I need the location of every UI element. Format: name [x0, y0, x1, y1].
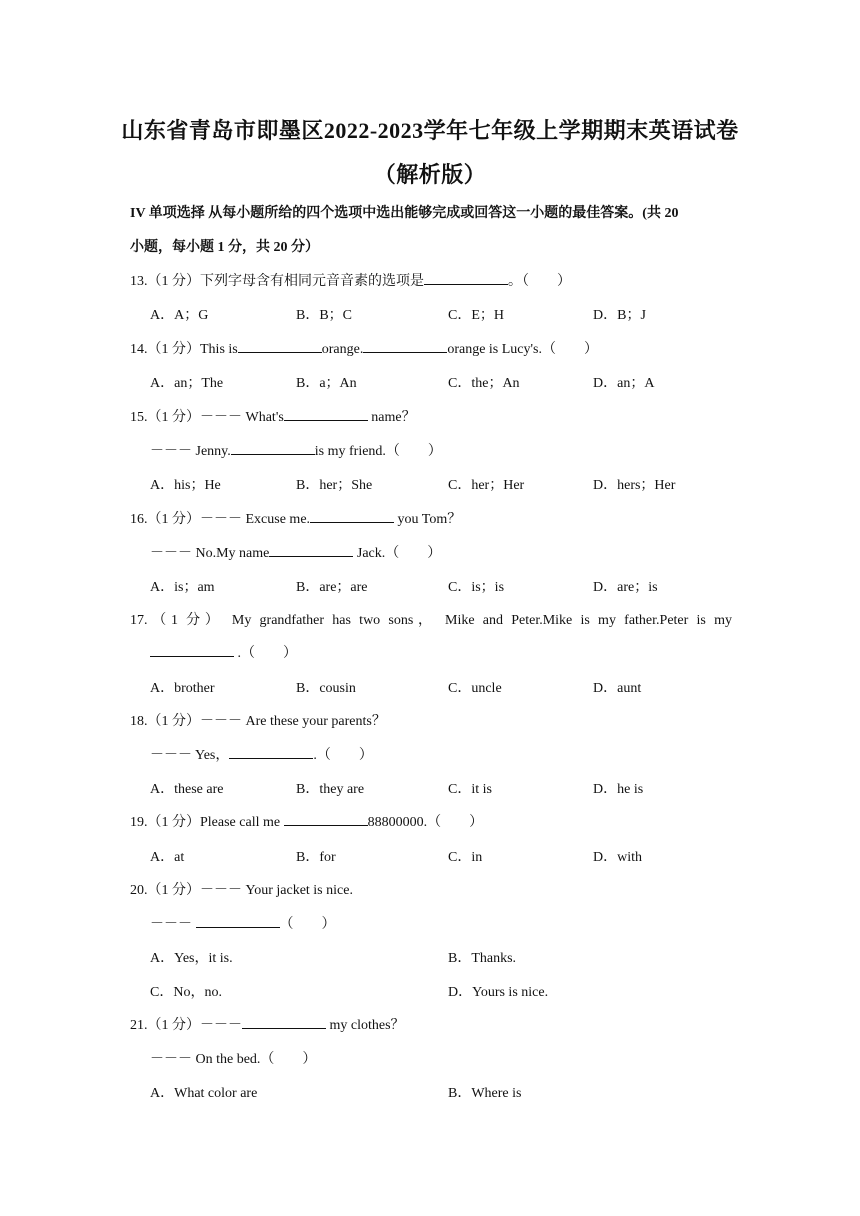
q18-option-d: D．he is: [593, 782, 644, 797]
q18-option-c: C．it is: [448, 782, 492, 797]
q19-option-a: A．at: [150, 850, 185, 865]
q19-option-b: B．for: [296, 850, 336, 865]
question-16-stem: 16.（1 分）－－－ Excuse me.: [130, 512, 311, 527]
question-18: 18.（1 分）－－－ Are these your parents？: [130, 714, 386, 729]
question-16-stem-end: you Tom？: [394, 512, 462, 527]
question-20-reply: [150, 913, 336, 933]
exam-subtitle: （解析版）: [373, 162, 487, 187]
q18-option-a: A．these are: [150, 782, 224, 797]
question-13-stem: 13.（1 分）下列字母含有相同元音音素的选项是: [130, 274, 424, 289]
question-14-stem-mid: orange.: [321, 342, 364, 357]
q13-option-d: D．B；J: [593, 308, 646, 323]
q16-option-b: B．are；are: [296, 580, 368, 595]
answer-blank: [196, 915, 280, 928]
question-17-paren: .（ ）: [234, 646, 297, 661]
question-18-reply-end: .（ ）: [313, 748, 373, 763]
question-16-reply-end: Jack.（ ）: [353, 546, 442, 561]
question-21-stem-end: my clothes？: [326, 1018, 405, 1033]
answer-blank: [238, 340, 322, 353]
q14-option-d: D．an；A: [593, 376, 655, 391]
question-14-stem: 14.（1 分）This is: [130, 342, 238, 357]
question-15-stem: 15.（1 分）－－－ What's: [130, 410, 284, 425]
answer-blank: [363, 340, 447, 353]
q14-option-c: C．the；An: [448, 376, 520, 391]
q14-option-a: A．an；The: [150, 376, 224, 391]
section-instruction-cont: 小题，每小题 1 分，共 20 分）: [130, 240, 319, 255]
question-21-reply: －－－ On the bed.（ ）: [150, 1052, 317, 1067]
q16-option-d: D．are；is: [593, 580, 658, 595]
q21-option-a: A．What color are: [150, 1086, 258, 1101]
question-18-reply-start: －－－ Yes，: [150, 748, 230, 763]
question-14: [130, 338, 598, 358]
question-17-cont: [150, 642, 297, 662]
question-20-reply-start: －－－: [150, 917, 196, 932]
question-17: 17.（1 分） My grandfather has two sons， Mike and Peter.Mike is my father.Peter is my: [130, 613, 732, 628]
q19-option-c: C．in: [448, 850, 483, 865]
answer-blank: [242, 1016, 326, 1029]
question-16-reply: [150, 542, 441, 562]
question-19: [130, 811, 483, 831]
q17-option-c: C．uncle: [448, 681, 502, 696]
q16-option-a: A．is；am: [150, 580, 215, 595]
q17-option-d: D．aunt: [593, 681, 642, 696]
q16-option-c: C．is；is: [448, 580, 505, 595]
question-16: [130, 508, 461, 528]
question-20-paren: （ ）: [279, 917, 336, 932]
answer-blank: [231, 442, 315, 455]
question-18-reply: [150, 744, 373, 764]
section-instruction: IV 单项选择 从每小题所给的四个选项中选出能够完成或回答这一小题的最佳答案。(共 20: [130, 206, 679, 221]
q20-option-a: A．Yes，it is.: [150, 951, 233, 966]
question-15: [130, 406, 416, 426]
q21-option-b: B．Where is: [448, 1086, 522, 1101]
question-19-stem: 19.（1 分）Please call me: [130, 815, 284, 830]
question-19-stem-end: 88800000.（ ）: [367, 815, 484, 830]
q17-option-a: A．brother: [150, 681, 215, 696]
answer-blank: [284, 813, 368, 826]
q20-option-c: C．No，no.: [150, 985, 222, 1000]
question-13: [130, 270, 571, 290]
question-21-stem: 21.（1 分）－－－: [130, 1018, 242, 1033]
question-15-stem-end: name？: [367, 410, 416, 425]
q18-option-b: B．they are: [296, 782, 365, 797]
q15-option-d: D．hers；Her: [593, 478, 676, 493]
question-15-reply-start: －－－ Jenny.: [150, 444, 231, 459]
q14-option-b: B．a；An: [296, 376, 357, 391]
question-13-paren: 。（ ）: [508, 274, 571, 289]
q15-option-b: B．her；She: [296, 478, 373, 493]
q13-option-a: A．A；G: [150, 308, 209, 323]
q15-option-c: C．her；Her: [448, 478, 525, 493]
answer-blank: [269, 544, 353, 557]
answer-blank: [150, 644, 234, 657]
q13-option-c: C．E；H: [448, 308, 504, 323]
question-21: [130, 1014, 405, 1034]
question-15-reply: [150, 440, 442, 460]
answer-blank: [284, 408, 368, 421]
answer-blank: [229, 746, 313, 759]
q13-option-b: B．B；C: [296, 308, 353, 323]
q20-option-d: D．Yours is nice.: [448, 985, 549, 1000]
question-20: 20.（1 分）－－－ Your jacket is nice.: [130, 883, 353, 898]
answer-blank: [310, 510, 394, 523]
question-16-reply-start: －－－ No.My name: [150, 546, 270, 561]
q20-option-b: B．Thanks.: [448, 951, 517, 966]
question-14-stem-end: orange is Lucy's.（ ）: [447, 342, 598, 357]
q17-option-b: B．cousin: [296, 681, 356, 696]
exam-title: 山东省青岛市即墨区2022-2023学年七年级上学期期末英语试卷: [121, 118, 739, 143]
q15-option-a: A．his；He: [150, 478, 221, 493]
q19-option-d: D．with: [593, 850, 642, 865]
answer-blank: [424, 272, 508, 285]
question-15-reply-end: is my friend.（ ）: [314, 444, 442, 459]
